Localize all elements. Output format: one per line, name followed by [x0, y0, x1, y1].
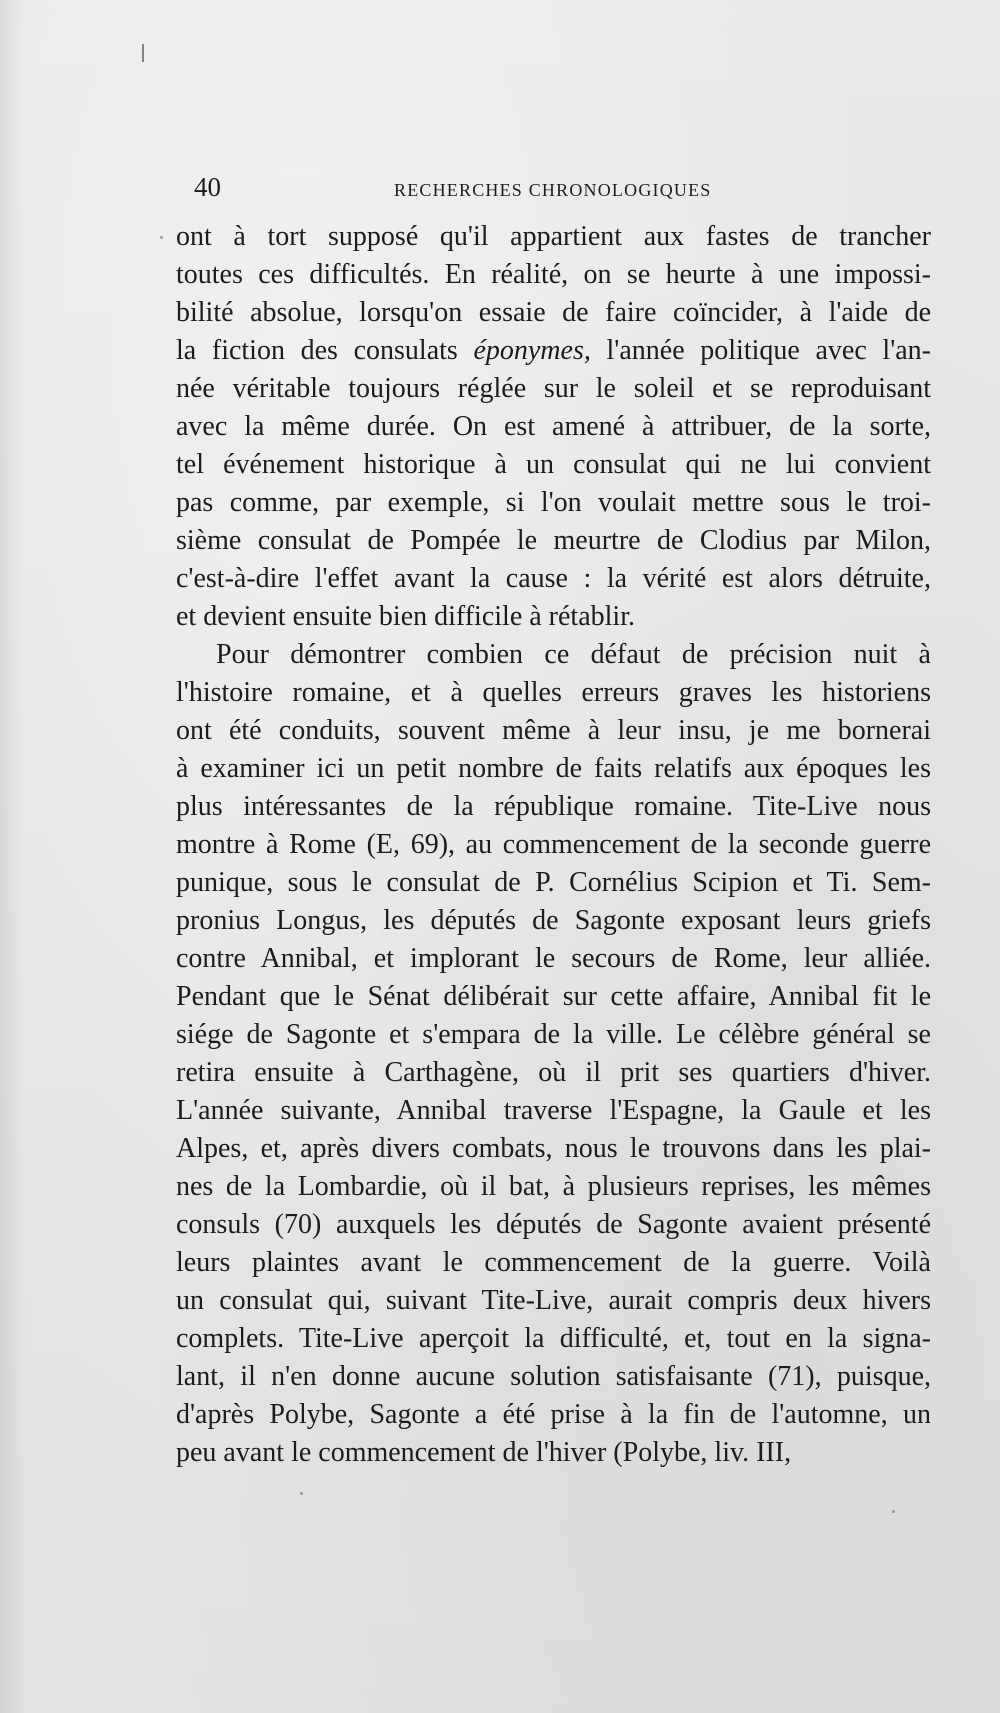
- text-line: Pendant que le Sénat délibérait sur cette affaire, Annibal fit le: [176, 981, 931, 1012]
- text-line: Alpes, et, après divers combats, nous le trouvons dans les plai-: [176, 1133, 931, 1164]
- text-line: d'après Polybe, Sagonte a été prise à la fin de l'automne, un: [176, 1399, 931, 1430]
- text-line: montre à Rome (E, 69), au commencement de la seconde guerre: [176, 829, 931, 860]
- paper-speck: [892, 1510, 895, 1513]
- text-line: leurs plaintes avant le commencement de la guerre. Voilà: [176, 1247, 931, 1278]
- text-line: retira ensuite à Carthagène, où il prit ses quartiers d'hiver.: [176, 1057, 931, 1088]
- paragraph: [176, 218, 931, 636]
- running-head: [194, 170, 729, 204]
- text-line: pronius Longus, les députés de Sagonte exposant leurs griefs: [176, 905, 931, 936]
- text-line: l'histoire romaine, et à quelles erreurs graves les historiens: [176, 677, 931, 708]
- text-line: peu avant le commencement de l'hiver (Polybe, liv. III,: [176, 1437, 792, 1468]
- text-line: née véritable toujours réglée sur le soleil et se reproduisant: [176, 373, 931, 404]
- text-line: sième consulat de Pompée le meurtre de Clodius par Milon,: [176, 525, 931, 556]
- page-mark: [142, 44, 144, 62]
- text-line: lant, il n'en donne aucune solution satisfaisante (71), puisque,: [176, 1361, 931, 1392]
- text-line: complets. Tite-Live aperçoit la difficulté, et, tout en la signa-: [176, 1323, 931, 1354]
- text-line: à examiner ici un petit nombre de faits relatifs aux époques les: [176, 753, 931, 784]
- text-line: Pour démontrer combien ce défaut de précision nuit à: [216, 639, 931, 670]
- text-line: un consulat qui, suivant Tite-Live, aurait compris deux hivers: [176, 1285, 931, 1316]
- body-text: [176, 218, 931, 1472]
- text-line: tel événement historique à un consulat qui ne lui convient: [176, 449, 931, 480]
- text-line: pas comme, par exemple, si l'on voulait mettre sous le troi-: [176, 487, 931, 518]
- text-line: punique, sous le consulat de P. Cornélius Scipion et Ti. Sem-: [176, 867, 931, 898]
- paragraph: [176, 636, 931, 1472]
- text-line: siége de Sagonte et s'empara de la ville. Le célèbre général se: [176, 1019, 931, 1050]
- text-line: L'année suivante, Annibal traverse l'Espagne, la Gaule et les: [176, 1095, 931, 1126]
- text-line: nes de la Lombardie, où il bat, à plusieurs reprises, les mêmes: [176, 1171, 931, 1202]
- text-line: la fiction des consulats éponymes, l'année politique avec l'an-: [176, 335, 931, 366]
- text-line: et devient ensuite bien difficile à rétablir.: [176, 601, 635, 632]
- text-line: ont été conduits, souvent même à leur insu, je me bornerai: [176, 715, 931, 746]
- text-line: consuls (70) auxquels les députés de Sagonte avaient présenté: [176, 1209, 931, 1240]
- text-line: c'est-à-dire l'effet avant la cause : la vérité est alors détruite,: [176, 563, 931, 594]
- text-line: plus intéressantes de la république romaine. Tite-Live nous: [176, 791, 931, 822]
- paper-speck: [160, 236, 163, 239]
- text-line: contre Annibal, et implorant le secours de Rome, leur alliée.: [176, 943, 931, 974]
- page-edge-shadow: [0, 0, 26, 1713]
- running-title: RECHERCHES CHRONOLOGIQUES: [394, 180, 712, 200]
- page-number: 40: [194, 172, 221, 202]
- text-line: avec la même durée. On est amené à attribuer, de la sorte,: [176, 411, 931, 442]
- text-line: ont à tort supposé qu'il appartient aux fastes de trancher: [176, 221, 931, 252]
- text-line: toutes ces difficultés. En réalité, on se heurte à une impossi-: [176, 259, 931, 290]
- text-line: bilité absolue, lorsqu'on essaie de faire coïncider, à l'aide de: [176, 297, 931, 328]
- paper-speck: [300, 1492, 303, 1495]
